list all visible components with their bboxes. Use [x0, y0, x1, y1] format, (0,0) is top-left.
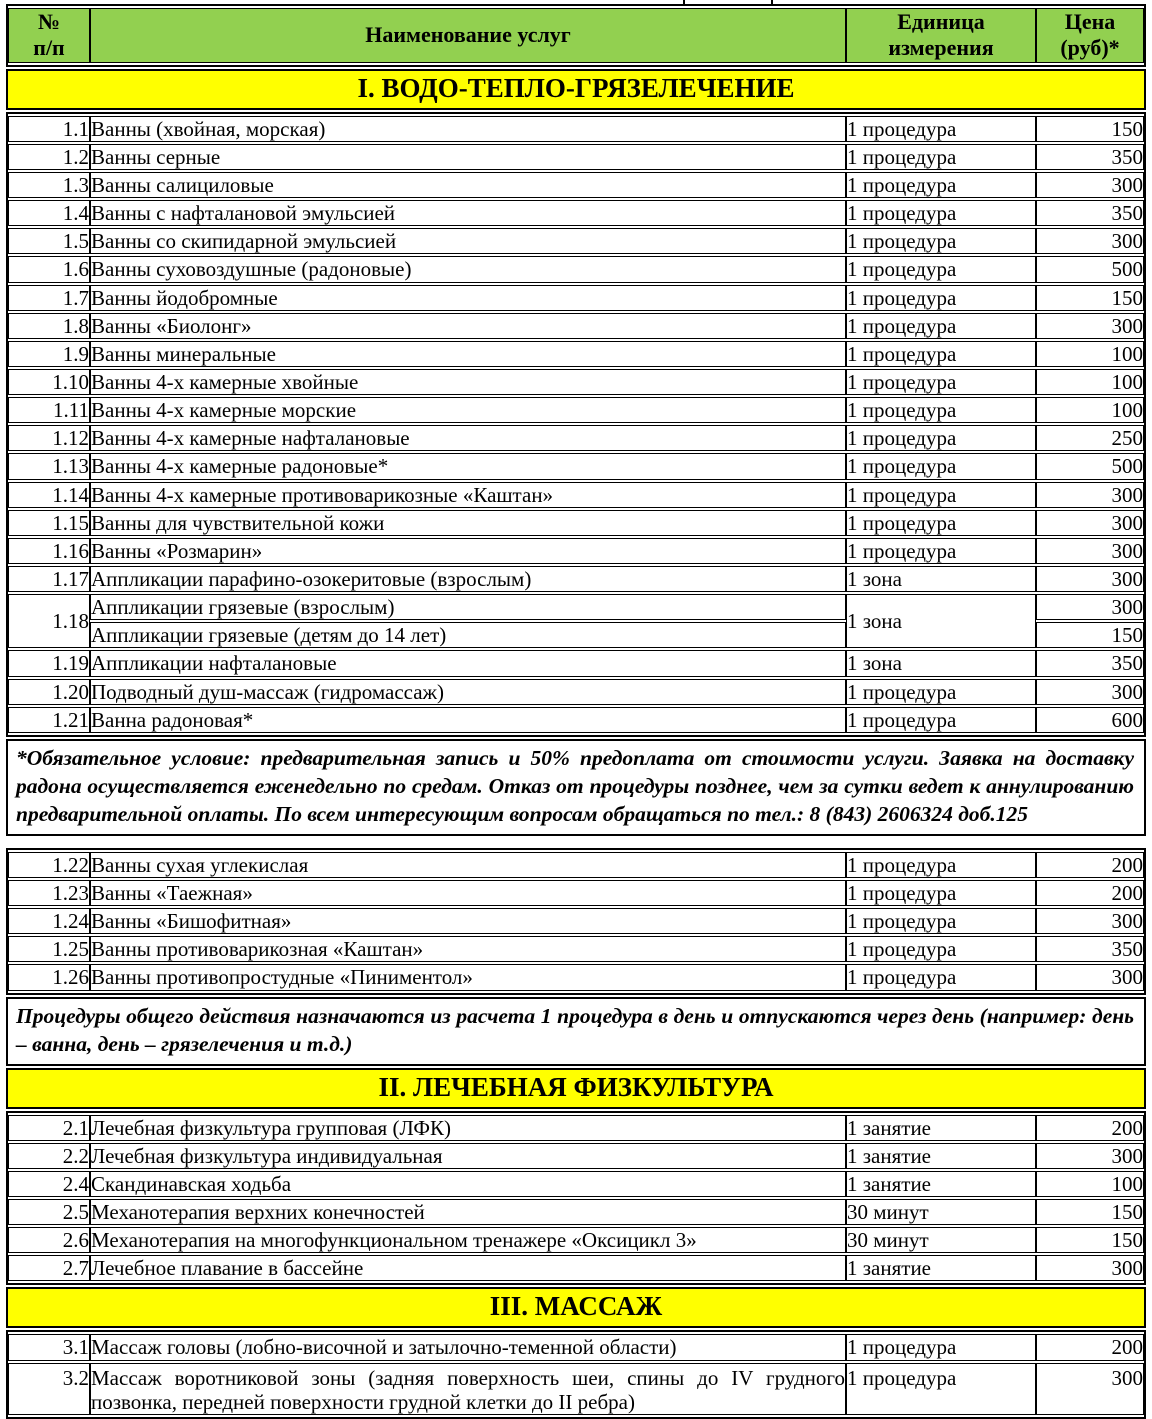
note-paragraph: Процедуры общего действия назначаются из расчета 1 процедура в день и отпускаются через день (например: день – ванна, день – грязелечения и т.д.): [6, 997, 1146, 1066]
cell-number: 1.4: [8, 200, 90, 226]
cell-price: 200: [1036, 852, 1144, 878]
cell-price: 200: [1036, 1115, 1144, 1141]
cell-number: 1.2: [8, 144, 90, 170]
cell-price: 100: [1036, 397, 1144, 423]
cell-service-name: Ванны «Бишофитная»: [90, 908, 846, 934]
cell-price: 150: [1036, 116, 1144, 142]
cell-service-name: Ванны йодобромные: [90, 285, 846, 311]
cell-unit: 1 зона: [846, 566, 1036, 592]
cell-number: 1.11: [8, 397, 90, 423]
cell-service-name: Ванны со скипидарной эмульсией: [90, 228, 846, 254]
cell-unit: 1 процедура: [846, 1334, 1036, 1360]
cell-number: 2.4: [8, 1171, 90, 1197]
cell-price: 500: [1036, 256, 1144, 282]
cell-number: 1.14: [8, 482, 90, 508]
cell-price: 300: [1036, 679, 1144, 705]
cell-number: 1.12: [8, 425, 90, 451]
sections-container: [6, 69, 1146, 1419]
cell-service-name: Лечебная физкультура групповая (ЛФК): [90, 1115, 846, 1141]
cell-service-name: Ванны минеральные: [90, 341, 846, 367]
cell-unit: 1 процедура: [846, 200, 1036, 226]
cell-number: 1.5: [8, 228, 90, 254]
cell-number: 1.18: [8, 594, 90, 648]
cell-unit: 1 процедура: [846, 880, 1036, 906]
price-rows-table: [6, 848, 1146, 995]
cell-service-name: Ванны «Биолонг»: [90, 313, 846, 339]
cell-unit: 1 зона: [846, 594, 1036, 648]
cell-service-name: Ванны сухая углекислая: [90, 852, 846, 878]
cell-unit: 30 минут: [846, 1199, 1036, 1225]
cell-service-name: Аппликации грязевые (детям до 14 лет): [90, 622, 846, 648]
table-row: [8, 650, 1144, 676]
table-row: [8, 908, 1144, 934]
price-rows-table: [6, 1111, 1146, 1286]
cell-unit: 1 процедура: [846, 116, 1036, 142]
cell-number: 1.15: [8, 510, 90, 536]
cell-unit: 1 процедура: [846, 1363, 1036, 1415]
cell-price: 200: [1036, 1334, 1144, 1360]
cell-service-name: Ванны (хвойная, морская): [90, 116, 846, 142]
cell-price: 350: [1036, 650, 1144, 676]
cell-price: 500: [1036, 453, 1144, 479]
table-row: [8, 1227, 1144, 1253]
column-header-number-line1: №: [37, 9, 61, 34]
cell-unit: 1 процедура: [846, 228, 1036, 254]
cell-price: 300: [1036, 566, 1144, 592]
table-row: [8, 116, 1144, 142]
cell-service-name: Аппликации нафталановые: [90, 650, 846, 676]
table-row: [8, 1334, 1144, 1360]
cell-unit: 1 процедура: [846, 369, 1036, 395]
cell-price: 100: [1036, 369, 1144, 395]
cell-number: 1.3: [8, 172, 90, 198]
cell-unit: 1 процедура: [846, 172, 1036, 198]
cell-service-name: Массаж головы (лобно-височной и затылочно-теменной области): [90, 1334, 846, 1360]
cell-number: 1.16: [8, 538, 90, 564]
cell-number: 1.10: [8, 369, 90, 395]
table-row: [8, 936, 1144, 962]
page-top-artifact: [6, 0, 1146, 4]
cell-service-name: Ванны 4-х камерные противоварикозные «Каштан»: [90, 482, 846, 508]
cell-price: 300: [1036, 964, 1144, 990]
cell-service-name: Ванны 4-х камерные радоновые*: [90, 453, 846, 479]
cell-number: 1.19: [8, 650, 90, 676]
table-gap: [6, 838, 1146, 848]
note-paragraph: *Обязательное условие: предварительная запись и 50% предоплата от стоимости услуги. Заявка на доставку радона осуществляется еженедельно по средам. Отказ от процедуры позднее, чем за сутки ведет к аннулированию предварительной оплаты. По всем интересующим вопросам обращаться по тел.: 8 (843) 2606324 доб.125: [6, 739, 1146, 836]
cell-service-name: Ванны «Таежная»: [90, 880, 846, 906]
cell-number: 3.1: [8, 1334, 90, 1360]
cell-service-name: Ванны для чувствительной кожи: [90, 510, 846, 536]
cell-unit: 1 занятие: [846, 1255, 1036, 1281]
cell-number: 2.6: [8, 1227, 90, 1253]
cell-number: 2.2: [8, 1143, 90, 1169]
table-row: [8, 256, 1144, 282]
column-header-number-line2: п/п: [33, 35, 65, 61]
cell-service-name: Скандинавская ходьба: [90, 1171, 846, 1197]
cell-number: 1.8: [8, 313, 90, 339]
cell-service-name: Подводный душ-массаж (гидромассаж): [90, 679, 846, 705]
cell-service-name: Ванны «Розмарин»: [90, 538, 846, 564]
cell-price: 350: [1036, 936, 1144, 962]
table-row: [8, 228, 1144, 254]
cell-unit: 1 процедура: [846, 908, 1036, 934]
table-row: [8, 1143, 1144, 1169]
cell-price: 300: [1036, 538, 1144, 564]
cell-number: 1.9: [8, 341, 90, 367]
cell-service-name: Ванны серные: [90, 144, 846, 170]
cell-service-name: Механотерапия на многофункциональном тренажере «Оксицикл 3»: [90, 1227, 846, 1253]
cell-number: 1.1: [8, 116, 90, 142]
table-row: [8, 285, 1144, 311]
cell-price: 350: [1036, 200, 1144, 226]
table-row: [8, 964, 1144, 990]
table-row: [8, 397, 1144, 423]
cell-number: 2.7: [8, 1255, 90, 1281]
cell-price: 150: [1036, 1199, 1144, 1225]
cell-price: 150: [1036, 285, 1144, 311]
cell-service-name: Ванна радоновая*: [90, 707, 846, 733]
price-rows-table: [6, 112, 1146, 737]
cell-service-name: Ванны 4-х камерные морские: [90, 397, 846, 423]
cell-service-name: Ванны с нафталановой эмульсией: [90, 200, 846, 226]
cell-price: 300: [1036, 1363, 1144, 1415]
cell-unit: 1 процедура: [846, 482, 1036, 508]
cell-number: 2.1: [8, 1115, 90, 1141]
cell-price: 300: [1036, 313, 1144, 339]
cell-unit: 1 процедура: [846, 341, 1036, 367]
cell-service-name: Ванны противоварикозная «Каштан»: [90, 936, 846, 962]
table-row: [8, 200, 1144, 226]
column-header-price-line1: Цена: [1064, 9, 1116, 34]
cell-service-name: Ванны салициловые: [90, 172, 846, 198]
cell-unit: 1 процедура: [846, 313, 1036, 339]
cell-service-name: Ванны 4-х камерные хвойные: [90, 369, 846, 395]
table-row: [8, 453, 1144, 479]
cell-unit: 1 процедура: [846, 256, 1036, 282]
cell-service-name: Аппликации парафино-озокеритовые (взрослым): [90, 566, 846, 592]
cell-unit: 1 зона: [846, 650, 1036, 676]
column-header-unit-line2: измерения: [888, 35, 994, 61]
cell-number: 1.13: [8, 453, 90, 479]
cell-service-name: Аппликации грязевые (взрослым): [90, 594, 846, 620]
table-row: [8, 538, 1144, 564]
table-row: [8, 852, 1144, 878]
cell-unit: 1 процедура: [846, 936, 1036, 962]
cell-unit: 1 процедура: [846, 679, 1036, 705]
table-row: [8, 1115, 1144, 1141]
cell-unit: 1 процедура: [846, 707, 1036, 733]
table-row: [8, 707, 1144, 733]
table-row: [8, 594, 1144, 620]
column-header-unit: [846, 8, 1036, 63]
cell-service-name: Ванны противопростудные «Пиниментол»: [90, 964, 846, 990]
cell-service-name: Ванны 4-х камерные нафталановые: [90, 425, 846, 451]
cell-unit: 1 процедура: [846, 538, 1036, 564]
column-header-price: [1036, 8, 1144, 63]
cell-unit: 1 процедура: [846, 144, 1036, 170]
table-row: [8, 172, 1144, 198]
column-header-price-line2: (руб)*: [1060, 35, 1120, 61]
cell-service-name: Массаж воротниковой зоны (задняя поверхность шеи, спины до IV грудного позвонка, передней поверхности грудной клетки до II ребра): [90, 1363, 846, 1415]
cell-price: 100: [1036, 1171, 1144, 1197]
cell-number: 1.24: [8, 908, 90, 934]
cell-service-name: Лечебное плавание в бассейне: [90, 1255, 846, 1281]
table-row: [8, 1171, 1144, 1197]
table-row: [8, 1255, 1144, 1281]
cell-unit: 1 процедура: [846, 453, 1036, 479]
section-header: I. ВОДО-ТЕПЛО-ГРЯЗЕЛЕЧЕНИЕ: [6, 69, 1146, 110]
section-header: III. МАССАЖ: [6, 1287, 1146, 1328]
cell-price: 350: [1036, 144, 1144, 170]
cell-number: 3.2: [8, 1363, 90, 1415]
cell-price: 300: [1036, 908, 1144, 934]
column-header-number: [8, 8, 90, 63]
cell-unit: 30 минут: [846, 1227, 1036, 1253]
cell-price: 300: [1036, 228, 1144, 254]
cell-price: 150: [1036, 622, 1144, 648]
table-row: [8, 313, 1144, 339]
column-header-table: [6, 4, 1146, 67]
table-row: [8, 679, 1144, 705]
cell-unit: 1 процедура: [846, 397, 1036, 423]
cell-price: 100: [1036, 341, 1144, 367]
cell-number: 1.20: [8, 679, 90, 705]
table-row: [8, 1199, 1144, 1225]
table-row: [8, 482, 1144, 508]
cell-unit: 1 процедура: [846, 852, 1036, 878]
cell-number: 1.22: [8, 852, 90, 878]
cell-number: 1.7: [8, 285, 90, 311]
column-header-service-label: Наименование услуг: [365, 22, 571, 48]
cell-price: 300: [1036, 1255, 1144, 1281]
cell-price: 300: [1036, 172, 1144, 198]
table-row: [8, 369, 1144, 395]
cell-number: 1.6: [8, 256, 90, 282]
cell-unit: 1 занятие: [846, 1143, 1036, 1169]
cell-unit: 1 занятие: [846, 1171, 1036, 1197]
cell-unit: 1 занятие: [846, 1115, 1036, 1141]
cell-price: 200: [1036, 880, 1144, 906]
table-row: [8, 566, 1144, 592]
column-header-service: [90, 8, 846, 63]
cell-price: 250: [1036, 425, 1144, 451]
cell-price: 600: [1036, 707, 1144, 733]
cell-number: 1.21: [8, 707, 90, 733]
cell-service-name: Лечебная физкультура индивидуальная: [90, 1143, 846, 1169]
cell-price: 300: [1036, 510, 1144, 536]
table-row: [8, 341, 1144, 367]
cell-price: 300: [1036, 482, 1144, 508]
section-header: II. ЛЕЧЕБНАЯ ФИЗКУЛЬТУРА: [6, 1068, 1146, 1109]
cell-unit: 1 процедура: [846, 510, 1036, 536]
table-row: [8, 425, 1144, 451]
cell-price: 150: [1036, 1227, 1144, 1253]
cell-price: 300: [1036, 594, 1144, 620]
cell-service-name: Механотерапия верхних конечностей: [90, 1199, 846, 1225]
price-rows-table: [6, 1330, 1146, 1418]
cell-number: 1.23: [8, 880, 90, 906]
table-row: [8, 1363, 1144, 1415]
cell-number: 1.26: [8, 964, 90, 990]
cell-unit: 1 процедура: [846, 964, 1036, 990]
cell-unit: 1 процедура: [846, 285, 1036, 311]
cell-number: 1.17: [8, 566, 90, 592]
previous-table-edge-artifact: [683, 0, 773, 4]
cell-number: 1.25: [8, 936, 90, 962]
table-row: [8, 144, 1144, 170]
cell-price: 300: [1036, 1143, 1144, 1169]
column-header-unit-line1: Единица: [897, 9, 985, 34]
column-header-row: [8, 8, 1144, 63]
cell-unit: 1 процедура: [846, 425, 1036, 451]
cell-service-name: Ванны суховоздушные (радоновые): [90, 256, 846, 282]
table-row: [8, 880, 1144, 906]
table-row: [8, 510, 1144, 536]
cell-number: 2.5: [8, 1199, 90, 1225]
